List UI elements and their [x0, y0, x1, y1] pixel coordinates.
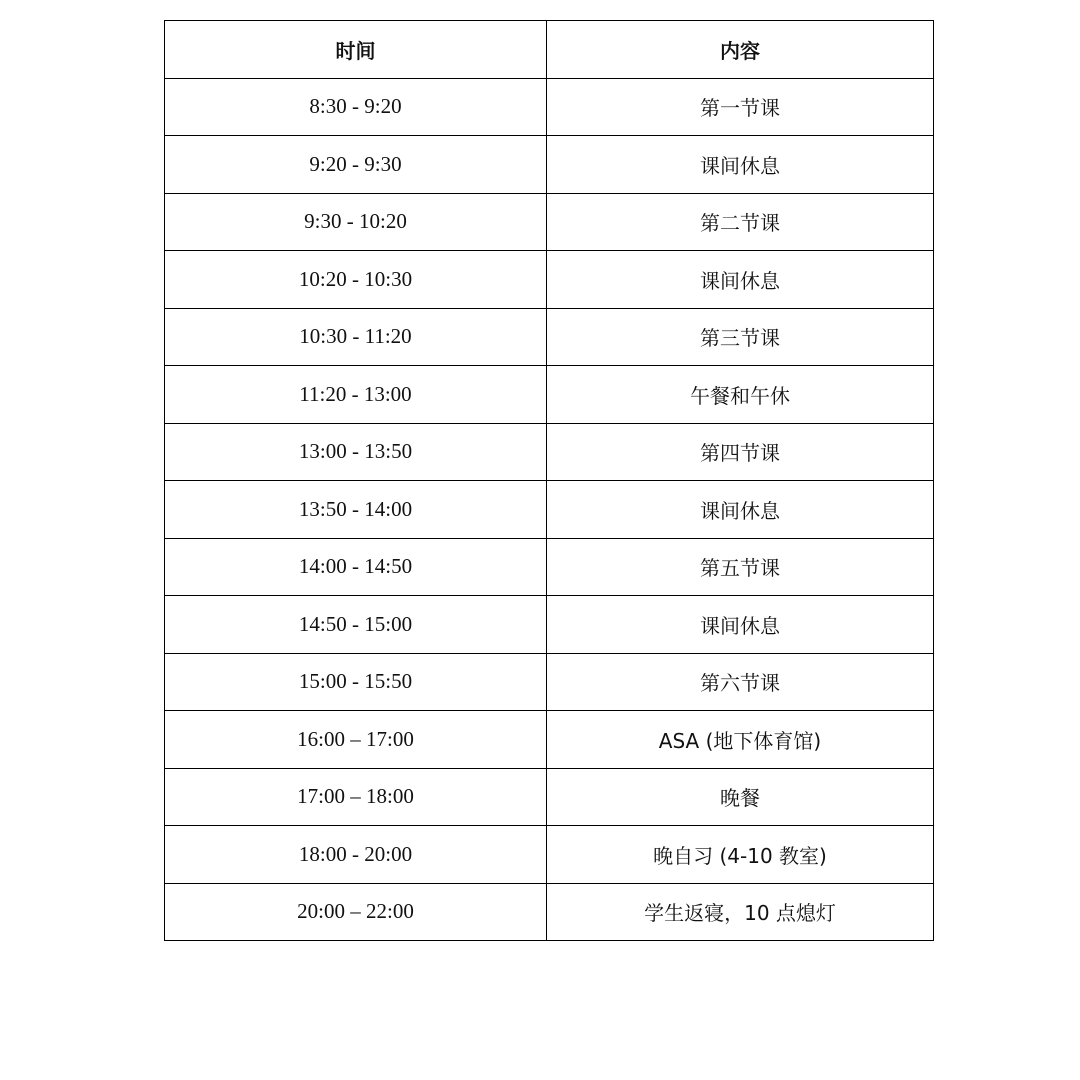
table-row	[165, 78, 934, 136]
content-cell: 课间休息	[547, 481, 934, 539]
table-row	[165, 826, 934, 884]
content-cell: 第三节课	[547, 308, 934, 366]
header-time: 时间	[165, 21, 547, 79]
table-row	[165, 308, 934, 366]
time-cell: 15:00 - 15:50	[165, 653, 547, 711]
content-cell: 课间休息	[547, 251, 934, 309]
time-cell: 8:30 - 9:20	[165, 78, 547, 136]
content-cell: 第二节课	[547, 193, 934, 251]
schedule-table	[164, 20, 934, 941]
table-row	[165, 653, 934, 711]
time-cell: 13:50 - 14:00	[165, 481, 547, 539]
content-cell: 晚餐	[547, 768, 934, 826]
content-cell: 第四节课	[547, 423, 934, 481]
content-cell: 午餐和午休	[547, 366, 934, 424]
time-cell: 18:00 - 20:00	[165, 826, 547, 884]
time-cell: 16:00 – 17:00	[165, 711, 547, 769]
time-cell: 10:20 - 10:30	[165, 251, 547, 309]
header-content: 内容	[547, 21, 934, 79]
table-row	[165, 193, 934, 251]
time-cell: 14:50 - 15:00	[165, 596, 547, 654]
table-row	[165, 366, 934, 424]
time-cell: 14:00 - 14:50	[165, 538, 547, 596]
time-cell: 11:20 - 13:00	[165, 366, 547, 424]
content-cell: 第一节课	[547, 78, 934, 136]
header-row	[165, 21, 934, 79]
table-row	[165, 768, 934, 826]
table-row	[165, 711, 934, 769]
table-row	[165, 423, 934, 481]
content-cell: 学生返寝，10 点熄灯	[547, 883, 934, 941]
table-row	[165, 596, 934, 654]
content-cell: 第六节课	[547, 653, 934, 711]
content-cell: 晚自习 (4-10 教室)	[547, 826, 934, 884]
content-cell: 第五节课	[547, 538, 934, 596]
content-cell: ASA (地下体育馆)	[547, 711, 934, 769]
time-cell: 9:20 - 9:30	[165, 136, 547, 194]
content-cell: 课间休息	[547, 136, 934, 194]
table-row	[165, 883, 934, 941]
table-row	[165, 136, 934, 194]
table-row	[165, 481, 934, 539]
time-cell: 9:30 - 10:20	[165, 193, 547, 251]
content-cell: 课间休息	[547, 596, 934, 654]
time-cell: 17:00 – 18:00	[165, 768, 547, 826]
time-cell: 10:30 - 11:20	[165, 308, 547, 366]
time-cell: 13:00 - 13:50	[165, 423, 547, 481]
table-row	[165, 251, 934, 309]
table-row	[165, 538, 934, 596]
time-cell: 20:00 – 22:00	[165, 883, 547, 941]
